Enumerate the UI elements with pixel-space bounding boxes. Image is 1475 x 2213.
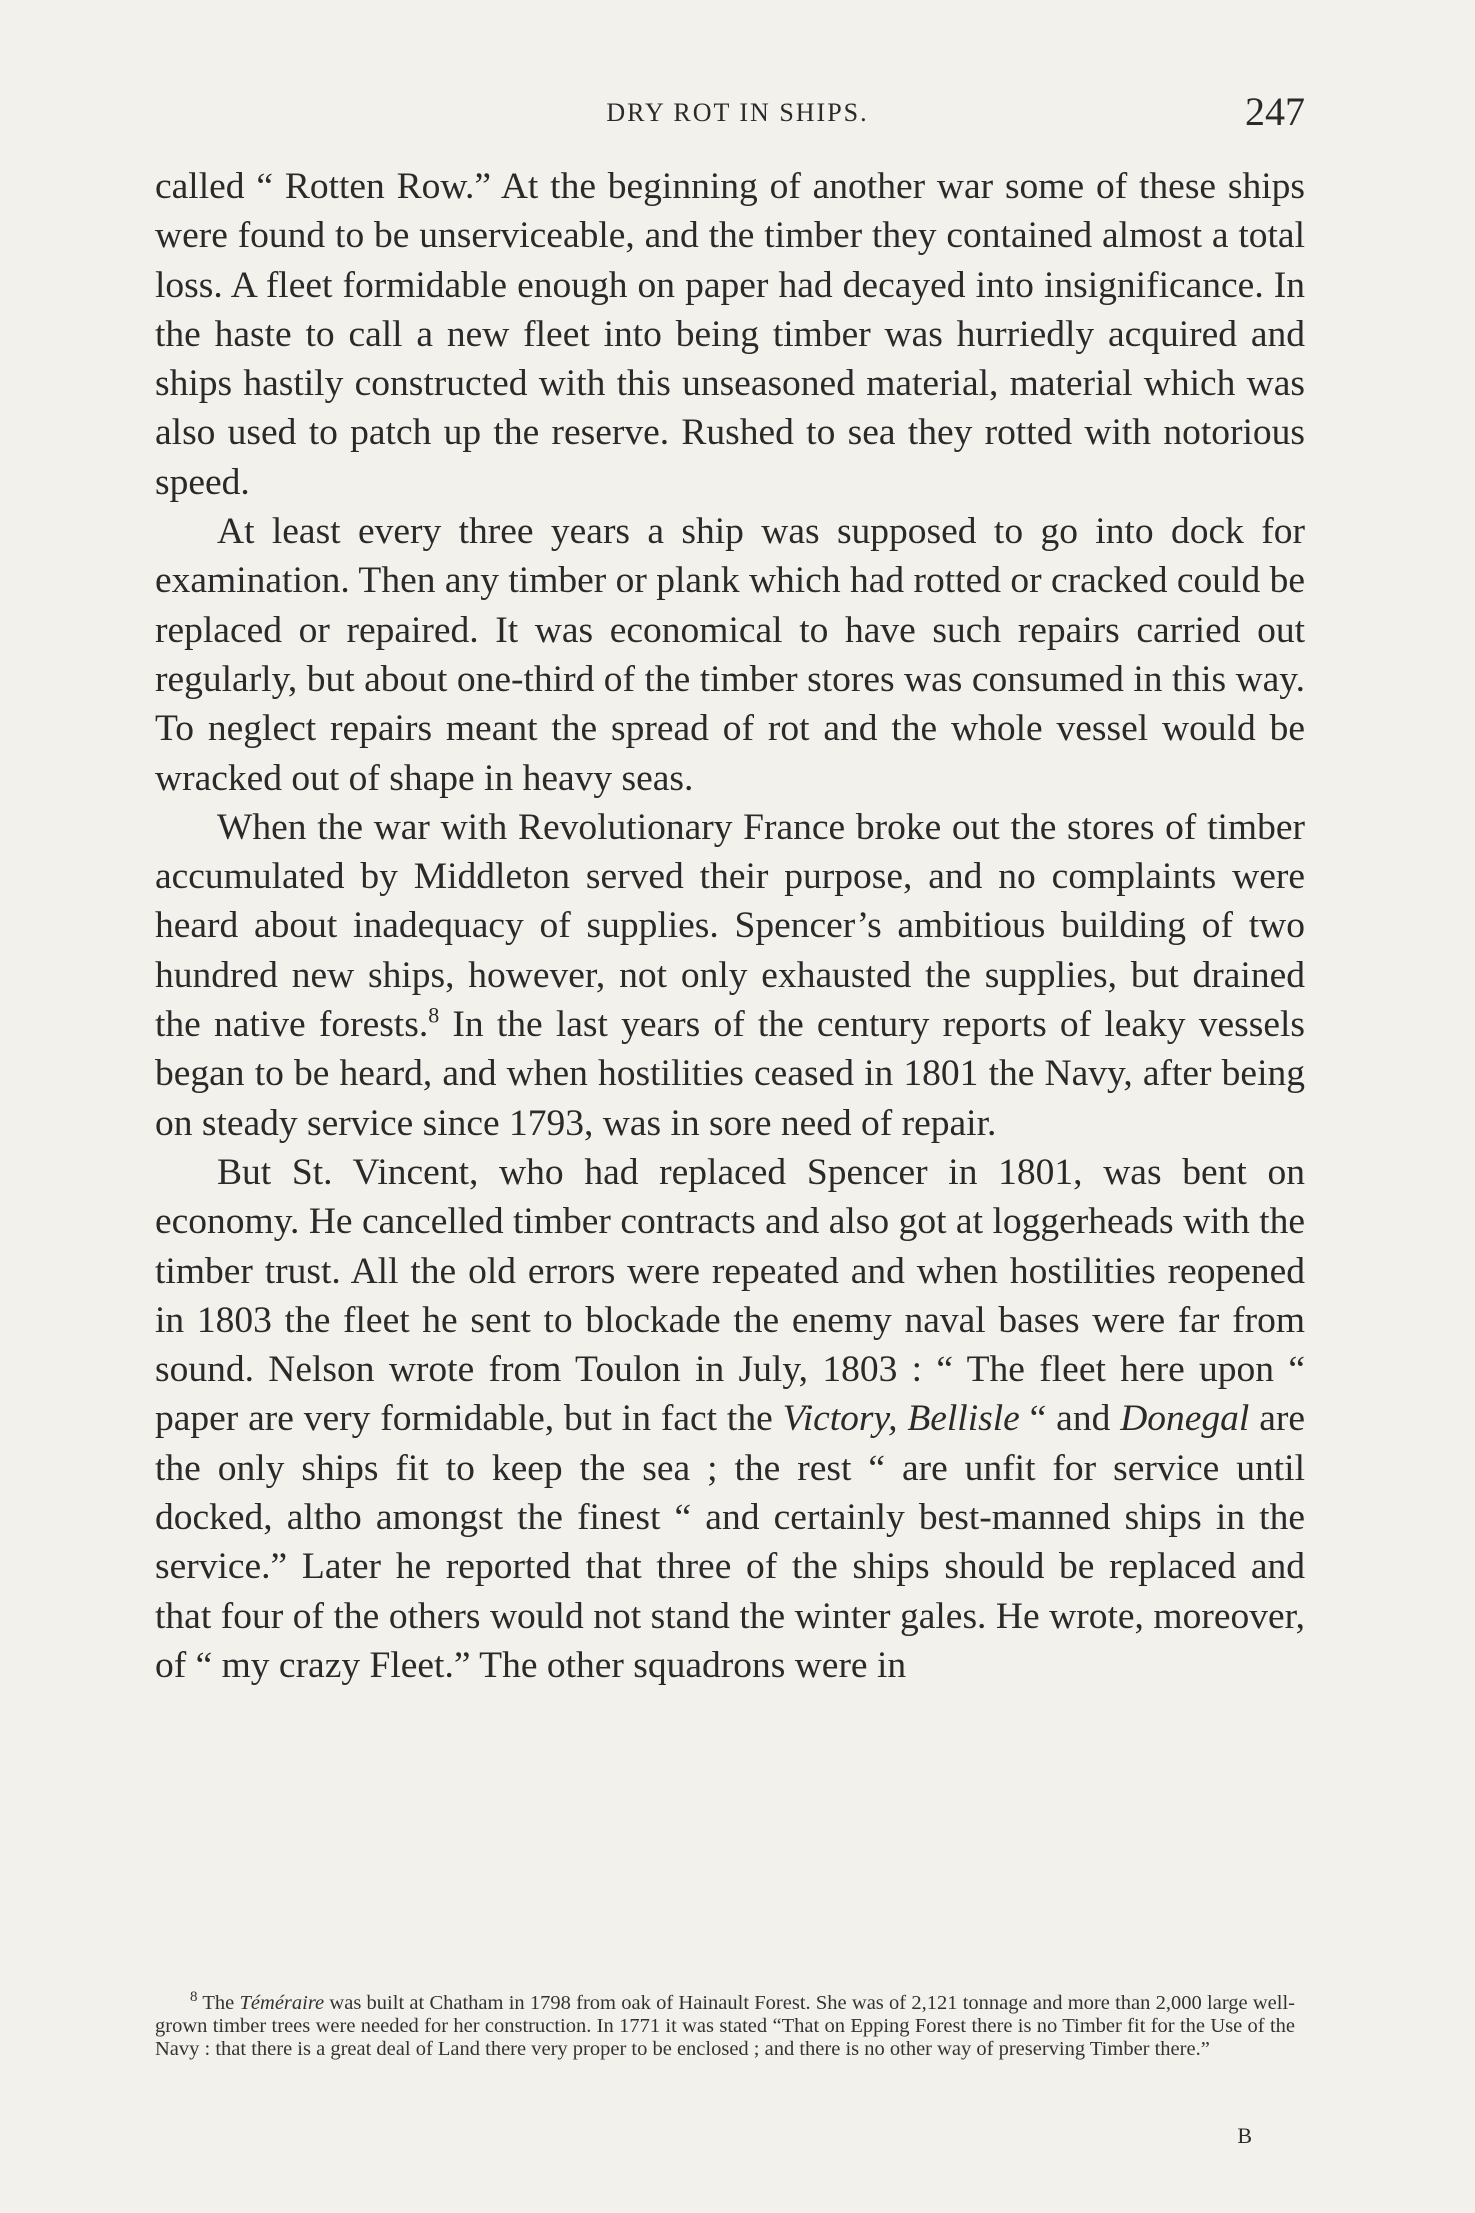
text-run: At least every three years a ship was supposed to go into dock for examination. Then any timber or plank which had rotted or cracked could be replaced or repaired. It was economical to have such repairs carried out regularly, but about one-third of the timber stores was consumed in this way. To neglect repairs meant the spread of rot and the whole vessel would be wracked out of shape in heavy seas. (155, 511, 1305, 799)
text-run: But St. Vincent, who had replaced Spencer in 1801, was bent on economy. He cancelled timber contracts and also got at loggerheads with the timber trust. All the old errors were repeated and when hostilities reopened in 1803 the fleet he sent to blockade the enemy naval bases were far from sound. Nelson wrote from Toulon in July, 1803 : “ The fleet here upon “ paper are very formidable, but in fact the (155, 1151, 1305, 1440)
text-run: was built at Chatham in 1798 from oak of Hainault Forest. She was of 2,121 tonnage and more than 2,000 large well-grown timber trees were needed for her construction. In 1771 it was stated “That on Epping Forest there is no Timber fit for the Use of the Navy : that there is a great deal of Land there very proper to be enclosed ; and there is no other way of preserving Timber there.” (155, 1992, 1295, 2060)
signature-mark: B (1237, 2123, 1253, 2148)
paragraph (155, 162, 1305, 507)
paragraph (155, 1148, 1305, 1690)
italic-text: Victory, Bellisle (782, 1398, 1020, 1440)
footnote (155, 1989, 1295, 2061)
text-run: are the only ships fit to keep the sea ; the rest “ are unfit for service until docked, altho amongst the finest “ and certainly best-manned ships in the service.” Later he reported that three of the ships should be replaced and that four of the others would not stand the winter gales. He wrote, moreover, of “ my crazy Fleet.” The other squadrons were in (155, 1398, 1305, 1686)
italic-text: Téméraire (239, 1992, 325, 2014)
paragraph (155, 507, 1305, 803)
text-run: The (197, 1992, 240, 2014)
text-run: In the last years of the century reports of leaky vessels began to be heard, and when hostilities ceased in 1801 the Navy, after being on steady service since 1793, was in sore need of repair. (155, 1004, 1305, 1144)
footnote-ref: 8 (190, 1989, 198, 2006)
paragraph (155, 803, 1305, 1148)
text-run: “ and (1019, 1398, 1121, 1440)
body-text (155, 162, 1305, 1690)
text-run: When the war with Revolutionary France broke out the stores of timber accumulated by Middleton served their purpose, and no complaints were heard about inadequacy of supplies. Spencer’s ambitious building of two hundred new ships, however, not only exhausted the supplies, but drained the native forests. (155, 806, 1305, 1046)
running-head (0, 88, 1475, 138)
footnote-text (155, 1989, 1295, 2061)
text-run: called “ Rotten Row.” At the beginning of another war some of these ships were found to be unserviceable, and the timber they contained almost a total loss. A fleet formidable enough on paper had decayed into insignificance. In the haste to call a new fleet into being timber was hurriedly acquired and ships hastily constructed with this unseasoned material, material which was also used to patch up the reserve. Rushed to sea they rotted with notorious speed. (155, 166, 1305, 503)
running-title: DRY ROT IN SHIPS. (606, 98, 869, 127)
page-number: 247 (1245, 89, 1305, 134)
italic-text: Donegal (1120, 1398, 1250, 1440)
footnote-ref: 8 (428, 1002, 440, 1028)
